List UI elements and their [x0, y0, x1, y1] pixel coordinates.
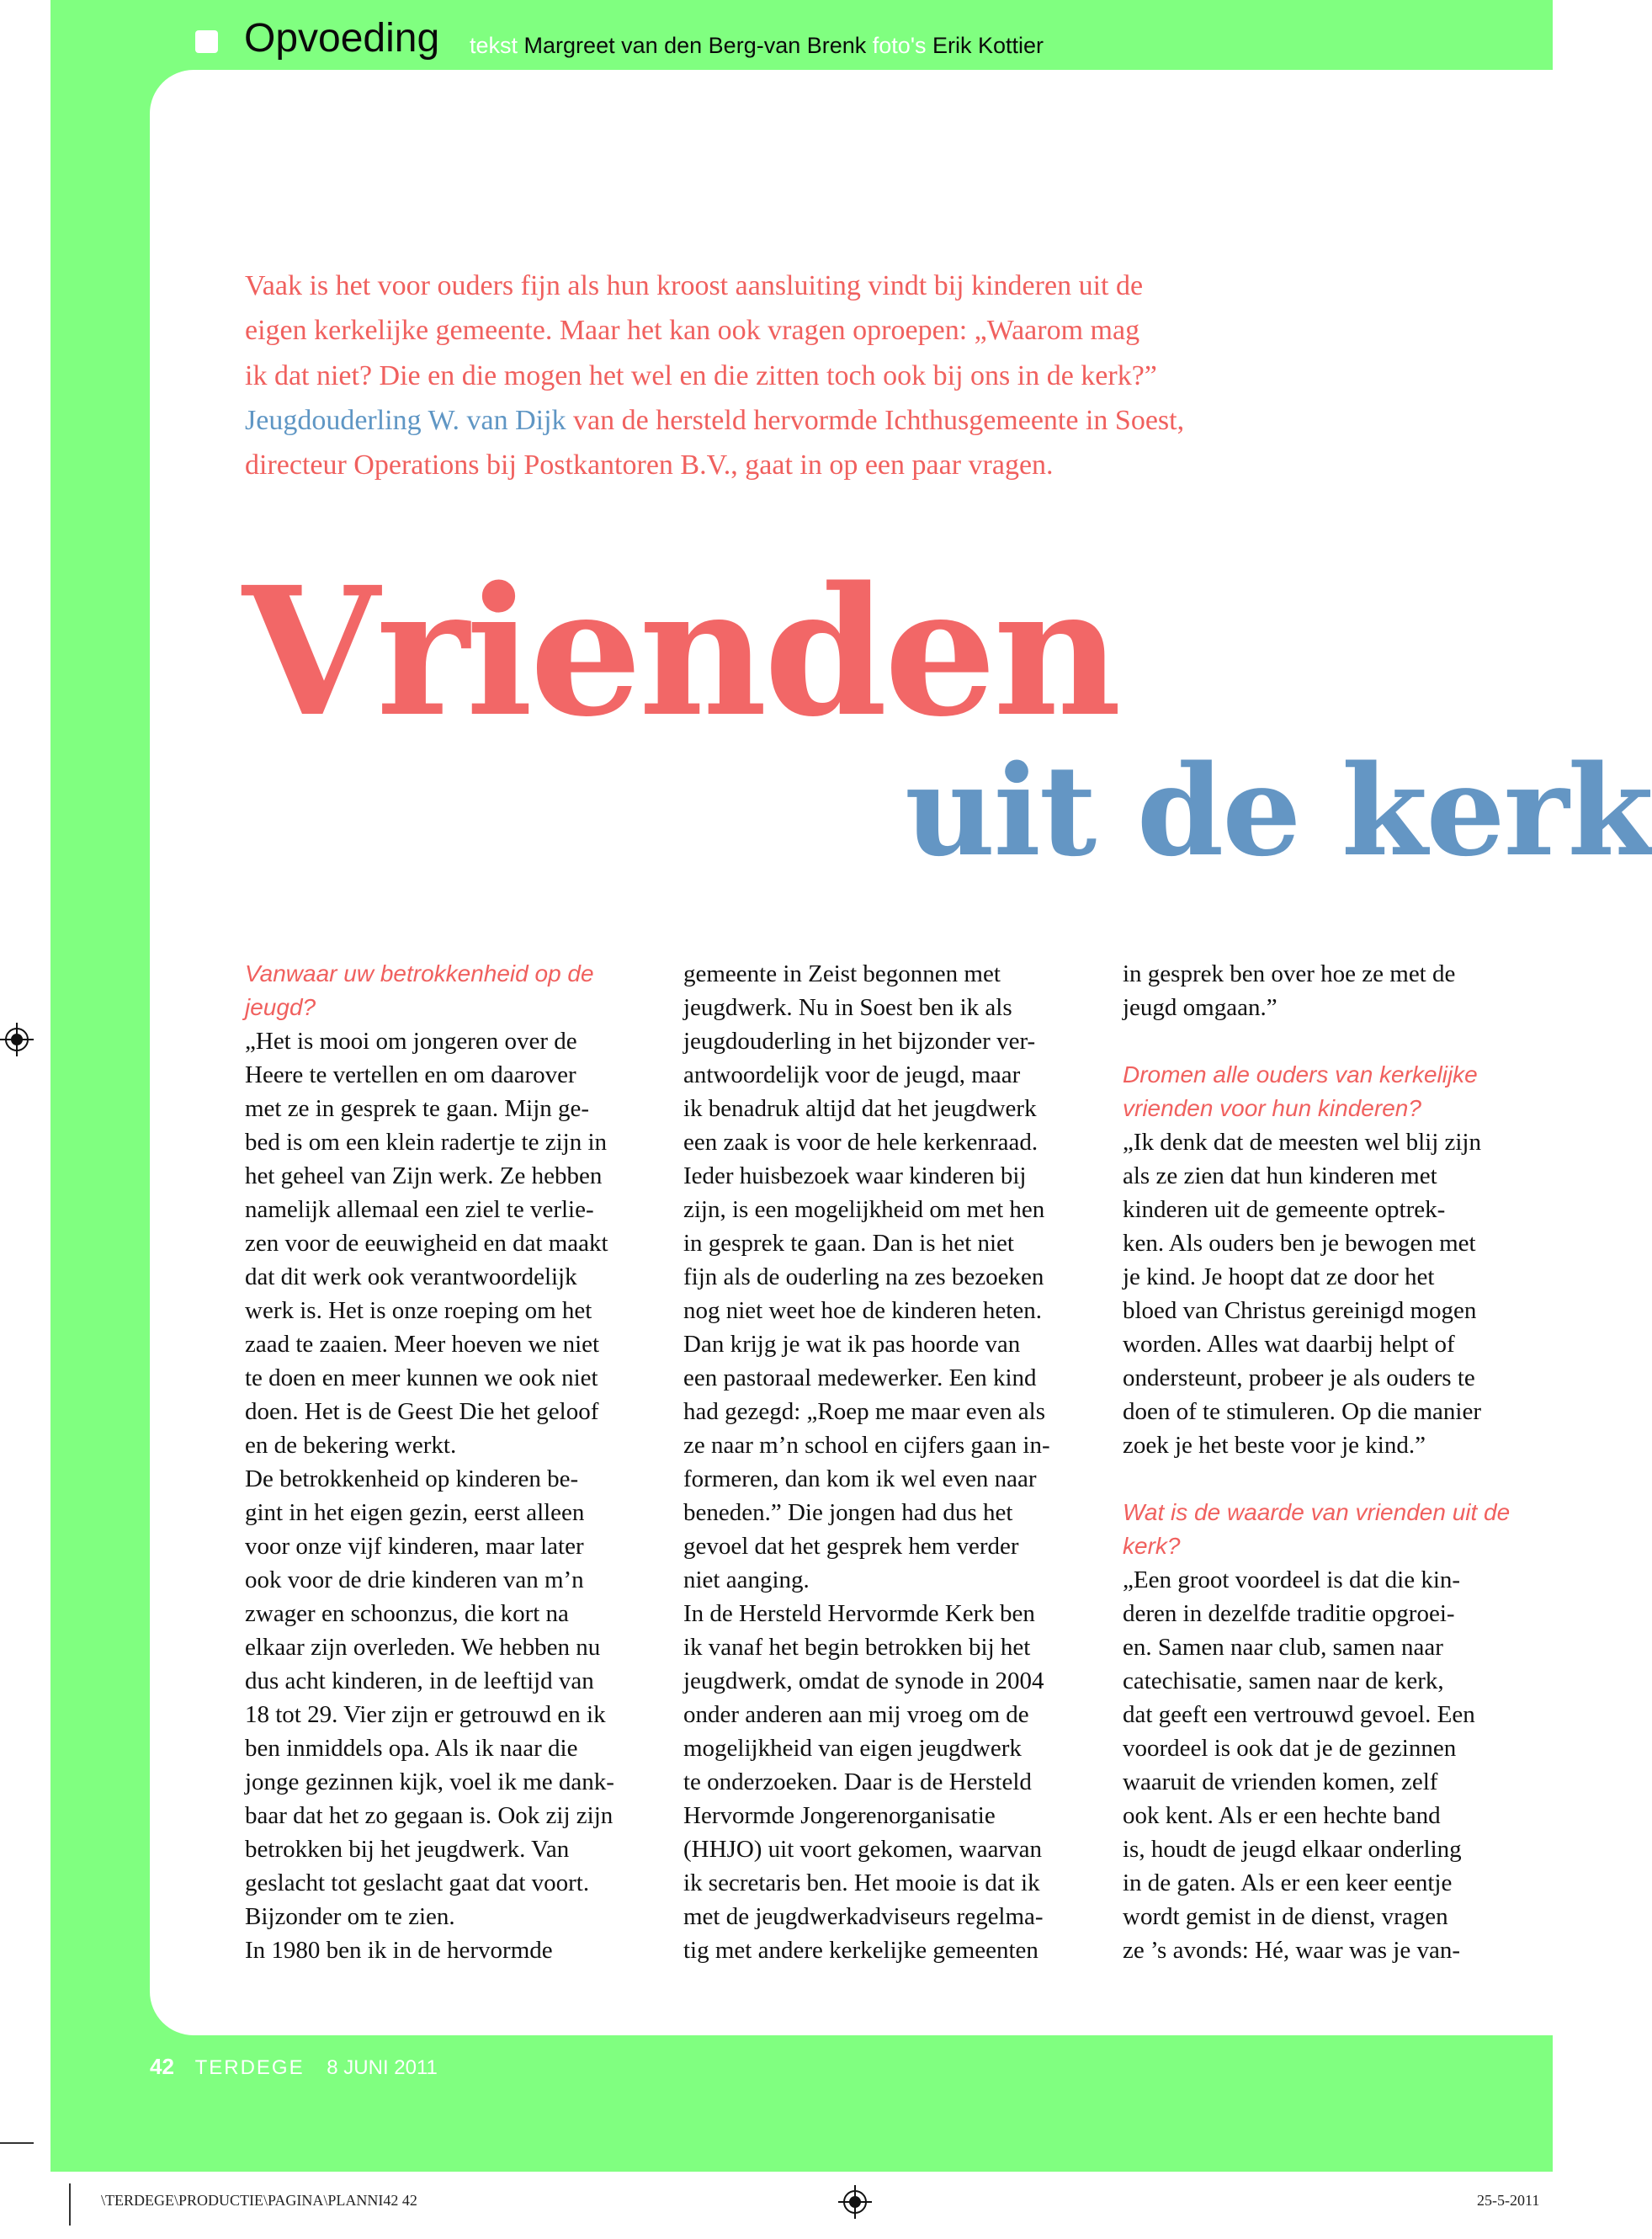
crop-mark [69, 2183, 71, 2226]
body-line: jeugdwerk, omdat de synode in 2004 [683, 1667, 1044, 1694]
body-line: ze ’s avonds: Hé, waar was je van- [1123, 1937, 1461, 1964]
interviewee-name: Jeugdouderling W. van Dijk [245, 404, 566, 436]
intro-line [245, 398, 1314, 443]
body-line: ken. Als ouders ben je bewogen met [1123, 1230, 1476, 1257]
body-line: ben inmiddels opa. Als ik naar die [245, 1735, 578, 1762]
body-line: betrokken bij het jeugdwerk. Van [245, 1836, 570, 1863]
article-title: Vrienden [242, 548, 1118, 756]
author-name: Margreet van den Berg-van Brenk [523, 33, 867, 58]
crop-mark [0, 2142, 34, 2144]
body-line: gevoel dat het gesprek hem verder [683, 1533, 1019, 1560]
body-line: ook kent. Als er een hechte band [1123, 1802, 1441, 1829]
body-line: jonge gezinnen kijk, voel ik me dank- [245, 1768, 614, 1795]
body-line: ze naar m’n school en cijfers gaan in- [683, 1432, 1050, 1459]
intro-line: ik dat niet? Die en die mogen het wel en die zitten toch ook bij ons in de kerk?” [245, 359, 1157, 391]
question-line: Dromen alle ouders van kerkelijke [1123, 1061, 1478, 1088]
body-line: ondersteunt, probeer je als ouders te [1123, 1364, 1475, 1391]
page-footer [150, 2054, 438, 2080]
body-line: een pastoraal medewerker. Een kind [683, 1364, 1037, 1391]
intro-line: eigen kerkelijke gemeente. Maar het kan ook vragen oproepen: „Waarom mag [245, 315, 1140, 347]
question-line: vrienden voor hun kinderen? [1123, 1095, 1421, 1121]
body-line: In de Hersteld Hervormde Kerk ben [683, 1600, 1035, 1627]
body-line: geslacht tot geslacht gaat dat voort. [245, 1869, 590, 1896]
body-line: (HHJO) uit voort gekomen, waarvan [683, 1836, 1043, 1863]
body-line: een zaak is voor de hele kerkenraad. [683, 1129, 1038, 1156]
body-line: niet aanging. [683, 1566, 810, 1593]
article-subtitle: uit de kerk [905, 737, 1652, 884]
body-line: Heere te vertellen en om daarover [245, 1061, 576, 1088]
body-line: werk is. Het is onze roeping om het [245, 1297, 592, 1324]
body-line: zaad te zaaien. Meer hoeven we niet [245, 1331, 600, 1358]
credits [470, 30, 1044, 61]
body-line: in de gaten. Als er een keer eentje [1123, 1869, 1453, 1896]
body-line: elkaar zijn overleden. We hebben nu [245, 1634, 601, 1661]
body-line: in gesprek te gaan. Dan is het niet [683, 1230, 1014, 1257]
body-line: jeugdouderling in het bijzonder ver- [683, 1028, 1036, 1055]
body-line: ook voor de drie kinderen van m’n [245, 1566, 584, 1593]
body-line: gemeente in Zeist begonnen met [683, 960, 1001, 987]
question-line: Vanwaar uw betrokkenheid op de [245, 960, 594, 987]
page-number: 42 [150, 2054, 174, 2079]
body-line: in gesprek ben over hoe ze met de [1123, 960, 1456, 987]
body-line: met ze in gesprek te gaan. Mijn ge- [245, 1095, 590, 1122]
body-line: als ze zien dat hun kinderen met [1123, 1162, 1437, 1189]
registration-mark-icon [838, 2185, 872, 2219]
question-line: Wat is de waarde van vrienden uit de [1123, 1499, 1511, 1525]
body-line: Hervormde Jongerenorganisatie [683, 1802, 996, 1829]
body-line: „Ik denk dat de meesten wel blij zijn [1123, 1129, 1481, 1156]
body-line: ik vanaf het begin betrokken bij het [683, 1634, 1031, 1661]
text-label: tekst [470, 33, 518, 58]
body-line: mogelijkheid van eigen jeugdwerk [683, 1735, 1022, 1762]
paragraph-gap [1123, 1024, 1560, 1058]
body-line: In 1980 ben ik in de hervormde [245, 1937, 553, 1964]
body-line: bloed van Christus gereinigd mogen [1123, 1297, 1477, 1324]
body-line: je kind. Je hoopt dat ze door het [1123, 1263, 1435, 1290]
body-line: is, houdt de jeugd elkaar onderling [1123, 1836, 1462, 1863]
body-line: te doen en meer kunnen we ook niet [245, 1364, 598, 1391]
slug-date: 25-5-2011 [1477, 2192, 1540, 2209]
registration-mark-icon [0, 1023, 34, 1056]
body-line: het geheel van Zijn werk. Ze hebben [245, 1162, 603, 1189]
body-line: waaruit de vrienden komen, zelf [1123, 1768, 1438, 1795]
body-line: had gezegd: „Roep me maar even als [683, 1398, 1045, 1425]
body-line: antwoordelijk voor de jeugd, maar [683, 1061, 1021, 1088]
body-line: jeugdwerk. Nu in Soest ben ik als [683, 994, 1012, 1021]
body-line: en. Samen naar club, samen naar [1123, 1634, 1443, 1661]
body-line: deren in dezelfde traditie opgroei- [1123, 1600, 1455, 1627]
body-line: Dan krijg je wat ik pas hoorde van [683, 1331, 1021, 1358]
body-line: ik benadruk altijd dat het jeugdwerk [683, 1095, 1037, 1122]
body-line: „Het is mooi om jongeren over de [245, 1028, 577, 1055]
body-line: Bijzonder om te zien. [245, 1903, 455, 1930]
intro-line: Vaak is het voor ouders fijn als hun kroost aansluiting vindt bij kinderen uit de [245, 270, 1144, 301]
body-line: bed is om een klein radertje te zijn in [245, 1129, 608, 1156]
body-line: doen. Het is de Geest Die het geloof [245, 1398, 599, 1425]
body-line: zen voor de eeuwigheid en dat maakt [245, 1230, 608, 1257]
body-line: met de jeugdwerkadviseurs regelma- [683, 1903, 1044, 1930]
article-column-1 [245, 957, 683, 1967]
body-line: baar dat het zo gegaan is. Ook zij zijn [245, 1802, 614, 1829]
body-line: gint in het eigen gezin, eerst alleen [245, 1499, 585, 1526]
body-line: nog niet weet hoe de kinderen heten. [683, 1297, 1042, 1324]
body-line: formeren, dan kom ik wel even naar [683, 1465, 1037, 1492]
body-line: dat geeft een vertrouwd gevoel. Een [1123, 1701, 1475, 1728]
body-line: De betrokkenheid op kinderen be- [245, 1465, 579, 1492]
body-line: en de bekering werkt. [245, 1432, 457, 1459]
body-line: te onderzoeken. Daar is de Hersteld [683, 1768, 1032, 1795]
body-line: jeugd omgaan.” [1123, 994, 1278, 1021]
body-line: worden. Alles wat daarbij helpt of [1123, 1331, 1455, 1358]
body-line: ik secretaris ben. Het mooie is dat ik [683, 1869, 1040, 1896]
body-line: dus acht kinderen, in de leeftijd van [245, 1667, 594, 1694]
body-line: wordt gemist in de dienst, vragen [1123, 1903, 1448, 1930]
paragraph-gap [1123, 1462, 1560, 1496]
magazine-name: TERDEGE [194, 2056, 305, 2079]
body-line: Ieder huisbezoek waar kinderen bij [683, 1162, 1027, 1189]
body-line: „Een groot voordeel is dat die kin- [1123, 1566, 1461, 1593]
article-column-3 [1123, 957, 1560, 1967]
body-line: tig met andere kerkelijke gemeenten [683, 1937, 1038, 1964]
article-column-2 [683, 957, 1121, 1967]
body-line: beneden.” Die jongen had dus het [683, 1499, 1013, 1526]
photo-label: foto's [872, 33, 927, 58]
body-line: dat dit werk ook verantwoordelijk [245, 1263, 577, 1290]
body-line: zijn, is een mogelijkheid om met hen [683, 1196, 1045, 1223]
body-line: fijn als de ouderling na zes bezoeken [683, 1263, 1044, 1290]
photographer-name: Erik Kottier [932, 33, 1044, 58]
intro-line: directeur Operations bij Postkantoren B.V., gaat in op een paar vragen. [245, 449, 1054, 481]
question-line: jeugd? [245, 994, 316, 1020]
body-line: zoek je het beste voor je kind.” [1123, 1432, 1426, 1459]
question-line: kerk? [1123, 1533, 1181, 1559]
body-line: doen of te stimuleren. Op die manier [1123, 1398, 1482, 1425]
body-line: voordeel is ook dat je de gezinnen [1123, 1735, 1457, 1762]
square-bullet-icon [195, 30, 218, 53]
issue-date: 8 JUNI 2011 [327, 2056, 438, 2079]
rubric-title: Opvoeding [244, 16, 440, 61]
body-line: kinderen uit de gemeente optrek- [1123, 1196, 1446, 1223]
body-line: onder anderen aan mij vroeg om de [683, 1701, 1029, 1728]
body-line: namelijk allemaal een ziel te verlie- [245, 1196, 594, 1223]
body-line: zwager en schoonzus, die kort na [245, 1600, 569, 1627]
body-line: 18 tot 29. Vier zijn er getrouwd en ik [245, 1701, 606, 1728]
intro-line-rest: van de hersteld hervormde Ichthusgemeente in Soest, [566, 404, 1185, 436]
body-line: catechisatie, samen naar de kerk, [1123, 1667, 1444, 1694]
file-path-slug: \TERDEGE\PRODUCTIE\PAGINA\PLANNI42 42 [101, 2192, 417, 2209]
body-line: voor onze vijf kinderen, maar later [245, 1533, 584, 1560]
intro-paragraph [245, 263, 1314, 487]
